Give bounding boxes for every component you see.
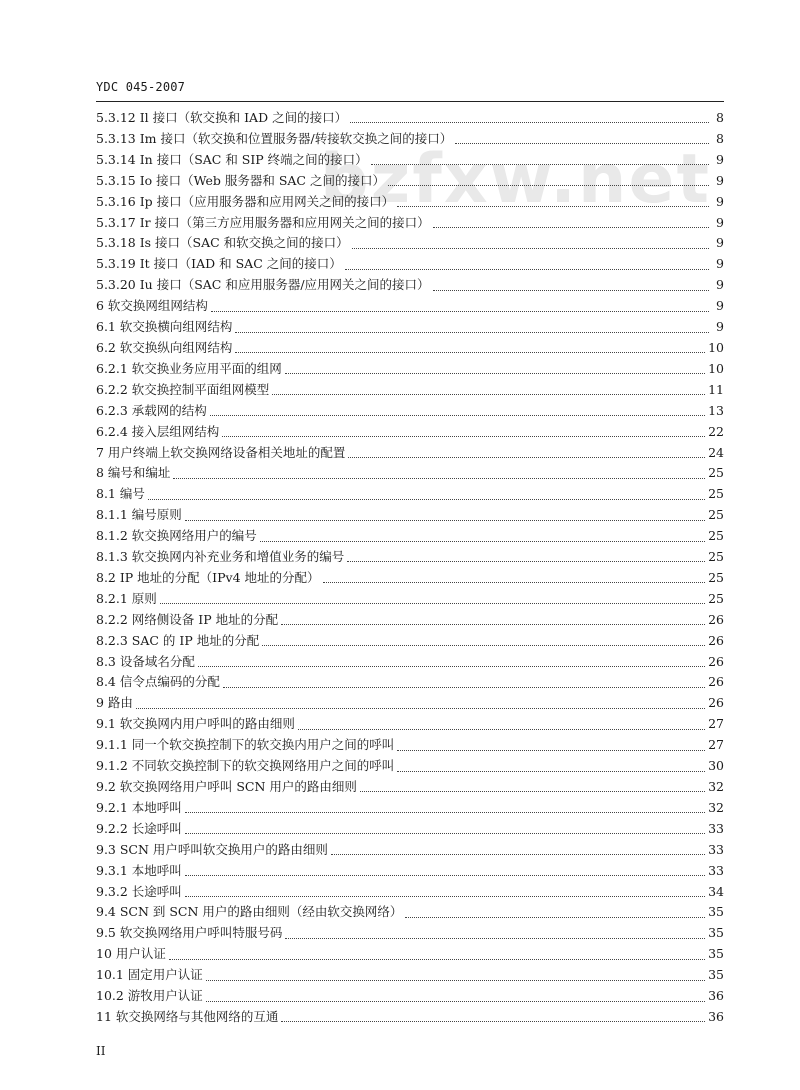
toc-entry-title: 9.2.2 长途呼叫 <box>96 820 182 836</box>
toc-dot-leader <box>455 142 709 144</box>
toc-entry-title: 10.1 固定用户认证 <box>96 967 203 983</box>
toc-dot-leader <box>285 372 705 374</box>
toc-entry-title: 8 编号和编址 <box>96 465 171 481</box>
toc-dot-leader <box>169 958 705 960</box>
toc-entry-title: 9 路由 <box>96 695 133 711</box>
toc-dot-leader <box>281 623 705 625</box>
toc-entry[interactable] <box>96 484 724 505</box>
toc-dot-leader <box>235 351 705 353</box>
toc-entry[interactable] <box>96 923 724 944</box>
toc-entry-page: 8 <box>716 110 724 125</box>
toc-entry[interactable] <box>96 547 724 568</box>
toc-entry[interactable] <box>96 505 724 526</box>
toc-dot-leader <box>185 874 705 876</box>
toc-dot-leader <box>211 310 709 312</box>
toc-entry-page: 26 <box>708 611 724 627</box>
toc-entry-title: 5.3.17 Ir 接口（第三方应用服务器和应用网关之间的接口） <box>96 214 430 230</box>
toc-entry[interactable] <box>96 944 724 965</box>
toc-entry-page: 33 <box>708 841 724 857</box>
toc-entry[interactable] <box>96 652 724 673</box>
toc-entry-title: 8.2.3 SAC 的 IP 地址的分配 <box>96 632 260 648</box>
toc-entry-page: 27 <box>708 716 724 732</box>
toc-entry-page: 22 <box>708 423 724 439</box>
toc-entry-title: 8.2 IP 地址的分配（IPv4 地址的分配） <box>96 569 320 585</box>
toc-dot-leader <box>348 456 705 458</box>
toc-entry-title: 8.3 设备域名分配 <box>96 653 195 669</box>
toc-entry-page: 32 <box>708 779 724 794</box>
toc-entry-page: 25 <box>708 590 724 606</box>
toc-dot-leader <box>433 289 709 291</box>
toc-entry-page: 36 <box>708 988 724 1004</box>
toc-dot-leader <box>160 602 705 604</box>
toc-dot-leader <box>352 247 709 249</box>
toc-entry-title: 5.3.19 It 接口（IAD 和 SAC 之间的接口） <box>96 256 342 272</box>
toc-dot-leader <box>235 331 709 333</box>
toc-dot-leader <box>222 435 705 437</box>
toc-entry[interactable] <box>96 986 724 1007</box>
toc-entry-title: 9.1.2 不同软交换控制下的软交换网络用户之间的呼叫 <box>96 758 395 774</box>
toc-entry-page: 8 <box>716 130 724 146</box>
toc-entry[interactable] <box>96 631 724 652</box>
toc-entry[interactable] <box>96 861 724 882</box>
toc-entry[interactable] <box>96 798 724 819</box>
toc-entry-title: 9.1.1 同一个软交换控制下的软交换内用户之间的呼叫 <box>96 737 395 753</box>
toc-entry[interactable] <box>96 401 724 422</box>
toc-entry-title: 6.1 软交换横向组网结构 <box>96 319 233 335</box>
toc-entry[interactable] <box>96 1007 724 1028</box>
toc-entry-page: 34 <box>708 883 724 899</box>
toc-entry[interactable] <box>96 463 724 484</box>
toc-dot-leader <box>371 163 709 165</box>
toc-entry-page: 35 <box>708 946 724 962</box>
toc-entry[interactable] <box>96 380 724 401</box>
toc-entry-title: 8.1 编号 <box>96 486 145 502</box>
toc-entry[interactable] <box>96 171 724 192</box>
toc-dot-leader <box>388 184 709 186</box>
toc-dot-leader <box>223 686 705 688</box>
toc-entry-title: 5.3.13 Im 接口（软交换和位置服务器/转接软交换之间的接口） <box>96 130 453 146</box>
toc-entry-title: 6 软交换网组网结构 <box>96 298 208 314</box>
toc-entry-page: 35 <box>708 904 724 920</box>
toc-entry-title: 9.3 SCN 用户呼叫软交换用户的路由细则 <box>96 841 328 857</box>
toc-entry[interactable] <box>96 672 724 693</box>
toc-entry[interactable] <box>96 129 724 150</box>
toc-dot-leader <box>206 979 705 981</box>
page-number: II <box>96 1044 106 1058</box>
toc-entry-title: 10.2 游牧用户认证 <box>96 988 203 1004</box>
toc-entry-title: 6.2.4 接入层组网结构 <box>96 423 220 439</box>
toc-dot-leader <box>331 853 705 855</box>
toc-entry-title: 6.2 软交换纵向组网结构 <box>96 339 233 355</box>
toc-entry[interactable] <box>96 108 724 129</box>
toc-entry-title: 9.1 软交换网内用户呼叫的路由细则 <box>96 716 295 732</box>
toc-entry-page: 25 <box>708 486 724 502</box>
toc-entry-page: 10 <box>708 339 724 355</box>
toc-entry-title: 8.4 信令点编码的分配 <box>96 674 220 690</box>
toc-dot-leader <box>298 728 705 730</box>
toc-entry-title: 5.3.16 Ip 接口（应用服务器和应用网关之间的接口） <box>96 193 395 209</box>
toc-entry-page: 25 <box>708 507 724 523</box>
toc-entry[interactable] <box>96 233 724 254</box>
toc-entry[interactable] <box>96 714 724 735</box>
toc-entry-page: 30 <box>708 758 724 774</box>
toc-entry-page: 24 <box>708 444 724 460</box>
toc-entry-page: 9 <box>716 235 724 251</box>
toc-entry-page: 32 <box>708 799 724 815</box>
toc-entry-page: 27 <box>708 737 724 753</box>
toc-entry-title: 5.3.18 Is 接口（SAC 和软交换之间的接口） <box>96 235 349 251</box>
toc-entry-page: 33 <box>708 862 724 878</box>
toc-entry-title: 6.2.2 软交换控制平面组网模型 <box>96 381 270 397</box>
toc-entry[interactable] <box>96 756 724 777</box>
toc-entry-page: 9 <box>716 193 724 209</box>
toc-entry[interactable] <box>96 840 724 861</box>
toc-dot-leader <box>345 268 709 270</box>
toc-entry-page: 9 <box>716 256 724 272</box>
toc-entry-title: 5.3.20 Iu 接口（SAC 和应用服务器/应用网关之间的接口） <box>96 277 430 293</box>
toc-dot-leader <box>350 121 709 123</box>
toc-entry[interactable] <box>96 777 724 798</box>
toc-entry[interactable] <box>96 150 724 171</box>
toc-entry[interactable] <box>96 254 724 275</box>
toc-dot-leader <box>206 1000 705 1002</box>
toc-entry-title: 8.1.3 软交换网内补充业务和增值业务的编号 <box>96 549 345 565</box>
toc-entry-page: 25 <box>708 569 724 585</box>
toc-entry[interactable] <box>96 359 724 380</box>
toc-entry[interactable] <box>96 568 724 589</box>
toc-entry-page: 11 <box>708 381 724 397</box>
toc-entry-title: 9.3.2 长途呼叫 <box>96 883 182 899</box>
toc-entry-page: 25 <box>708 549 724 565</box>
toc-entry-title: 8.2.1 原则 <box>96 590 157 606</box>
toc-dot-leader <box>397 770 705 772</box>
toc-entry-page: 36 <box>708 1008 724 1024</box>
toc-entry-page: 25 <box>708 528 724 544</box>
toc-entry[interactable] <box>96 443 724 464</box>
toc-entry-page: 13 <box>708 402 724 418</box>
toc-entry-page: 9 <box>716 319 724 335</box>
toc-entry-page: 25 <box>708 465 724 481</box>
toc-entry-page: 9 <box>716 172 724 188</box>
toc-entry-title: 5.3.14 In 接口（SAC 和 SIP 终端之间的接口） <box>96 151 368 167</box>
toc-entry-page: 26 <box>708 632 724 648</box>
toc-entry-page: 9 <box>716 277 724 293</box>
toc-entry[interactable] <box>96 317 724 338</box>
toc-entry[interactable] <box>96 296 724 317</box>
toc-entry-page: 35 <box>708 967 724 983</box>
toc-entry-title: 9.5 软交换网络用户呼叫特服号码 <box>96 925 283 941</box>
toc-entry-title: 11 软交换网络与其他网络的互通 <box>96 1008 279 1024</box>
toc-dot-leader <box>185 895 705 897</box>
toc-entry[interactable] <box>96 589 724 610</box>
toc-dot-leader <box>397 205 709 207</box>
toc-entry[interactable] <box>96 192 724 213</box>
toc-entry-title: 10 用户认证 <box>96 946 166 962</box>
toc-entry[interactable] <box>96 422 724 443</box>
toc-entry[interactable] <box>96 735 724 756</box>
toc-dot-leader <box>198 665 705 667</box>
toc-entry-title: 5.3.15 Io 接口（Web 服务器和 SAC 之间的接口） <box>96 172 385 188</box>
toc-entry[interactable] <box>96 526 724 547</box>
toc-entry-title: 5.3.12 Il 接口（软交换和 IAD 之间的接口） <box>96 110 348 125</box>
toc-entry-title: 8.2.2 网络侧设备 IP 地址的分配 <box>96 611 279 627</box>
toc-dot-leader <box>405 916 705 918</box>
watermark-logo: bzfxw.net <box>320 140 712 219</box>
toc-entry-page: 26 <box>708 653 724 669</box>
toc-entry[interactable] <box>96 213 724 234</box>
toc-entry-page: 10 <box>708 360 724 376</box>
toc-entry[interactable] <box>96 902 724 923</box>
toc-entry-page: 9 <box>716 298 724 314</box>
toc-dot-leader <box>260 540 705 542</box>
toc-dot-leader <box>433 226 709 228</box>
toc-dot-leader <box>136 707 705 709</box>
toc-entry-title: 6.2.1 软交换业务应用平面的组网 <box>96 360 282 376</box>
toc-entry[interactable] <box>96 338 724 359</box>
toc-dot-leader <box>148 498 705 500</box>
toc-entry-page: 33 <box>708 820 724 836</box>
toc-dot-leader <box>210 414 705 416</box>
toc-entry-title: 9.2 软交换网络用户呼叫 SCN 用户的路由细则 <box>96 779 357 794</box>
toc-entry[interactable] <box>96 965 724 986</box>
header-rule <box>96 101 724 102</box>
toc-dot-leader <box>262 644 705 646</box>
toc-dot-leader <box>185 832 705 834</box>
toc-entry-title: 8.1.1 编号原则 <box>96 507 182 523</box>
toc-entry-page: 35 <box>708 925 724 941</box>
toc-dot-leader <box>323 581 706 583</box>
toc-dot-leader <box>360 790 705 792</box>
table-of-contents <box>96 108 724 1028</box>
toc-entry-title: 9.3.1 本地呼叫 <box>96 862 182 878</box>
toc-entry-page: 9 <box>716 151 724 167</box>
toc-entry-title: 8.1.2 软交换网络用户的编号 <box>96 528 257 544</box>
toc-dot-leader <box>185 811 705 813</box>
toc-entry-title: 9.2.1 本地呼叫 <box>96 799 182 815</box>
toc-entry-title: 6.2.3 承载网的结构 <box>96 402 207 418</box>
toc-entry[interactable] <box>96 819 724 840</box>
toc-dot-leader <box>281 1020 705 1022</box>
toc-dot-leader <box>173 477 705 479</box>
toc-entry-page: 9 <box>716 214 724 230</box>
toc-dot-leader <box>285 937 705 939</box>
toc-entry[interactable] <box>96 693 724 714</box>
toc-entry[interactable] <box>96 610 724 631</box>
toc-entry[interactable] <box>96 882 724 903</box>
toc-entry-page: 26 <box>708 674 724 690</box>
toc-dot-leader <box>272 393 705 395</box>
toc-dot-leader <box>347 560 705 562</box>
toc-dot-leader <box>185 519 705 521</box>
toc-entry-title: 9.4 SCN 到 SCN 用户的路由细则（经由软交换网络） <box>96 904 403 920</box>
document-code: YDC 045-2007 <box>96 80 186 94</box>
toc-entry[interactable] <box>96 275 724 296</box>
toc-entry-title: 7 用户终端上软交换网络设备相关地址的配置 <box>96 444 346 460</box>
toc-dot-leader <box>397 749 705 751</box>
toc-entry-page: 26 <box>708 695 724 711</box>
